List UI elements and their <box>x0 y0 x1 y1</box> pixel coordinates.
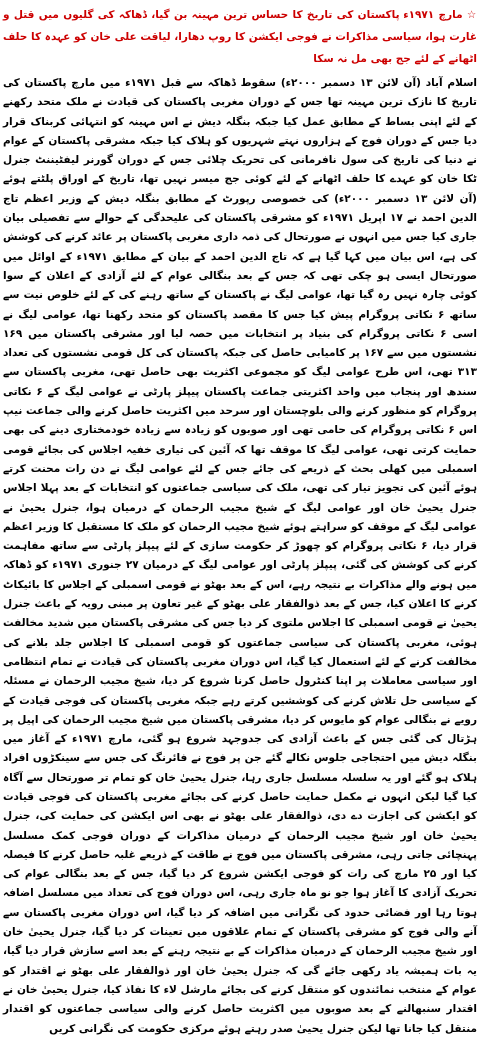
headline-text: مارچ ۱۹۷۱ء پاکستان کی تاریخ کا حساس ترین مہینہ بن گیا، ڈھاکہ کی گلیوں میں قتل و غارت ہوا، سیاسی مذاکرات نے فوجی ایکشن کا روپ دھارا، لیاقت علی خان کو عہدہ کا حلف اٹھانے کے لئے جج بھی مل نہ سکا <box>3 9 477 65</box>
article-body: اسلام آباد (آن لائن ۱۳ دسمبر ۲۰۰۰ء) سقوط ڈھاکہ سے قبل ۱۹۷۱ء میں مارچ پاکستان کی تاریخ کا نازک ترین مہینہ تھا جس کے دوران مغربی پاکستان کی قیادت نے ملک متحد رکھنے کے لئے اپنی بساط کے مطابق عمل کیا جبکہ بنگلہ دیش نے اس مہینہ کو انتہائی کربناک قرار دیا جس کے دوران فوج کے ہزاروں نہتے شہریوں کو ہلاک کیا جبکہ مشرقی پاکستان کے عوام نے دنیا کی تاریخ کی سول نافرمانی کی تحریک چلائی جس کے دوران گورنر لیفٹیننٹ جنرل ٹکا خان کو عہدے کا حلف اٹھانے کے لئے کوئی جج میسر نہیں تھا، تاریخ کے اوراق پلٹتے ہوئے (آن لائن ۱۳ دسمبر ۲۰۰۰ء) کی خصوصی رپورٹ کے مطابق بنگلہ دیش کے وزیر اعظم تاج الدین احمد نے ۱۷ اپریل ۱۹۷۱ء کو مشرقی پاکستان کی علیحدگی کے حوالے سے تفصیلی بیان جاری کیا جس میں انہوں نے صورتحال کی ذمہ داری مغربی پاکستان پر عائد کرنے کی کوشش کی ہے، اس بیان میں کہا گیا ہے کہ تاج الدین احمد کے بیان کے مطابق ۱۹۷۱ء کے اوائل میں صورتحال ایسی ہو چکی تھی کہ جس کے بعد بنگالی عوام کے لئے آزادی کے اعلان کے سوا کوئی چارہ نہیں رہ گیا تھا، عوامی لیگ نے پاکستان کے ساتھ رہنے کی کے لئے خلوص نیت سے ساتھ ۶ نکاتی پروگرام پیش کیا جس کا مقصد پاکستان کو متحد رکھنا تھا، عوامی لیگ نے اسی ۶ نکاتی پروگرام کی بنیاد پر انتخابات میں حصہ لیا اور مشرقی پاکستان میں ۱۶۹ نشستوں میں سے ۱۶۷ پر کامیابی حاصل کی جبکہ پاکستان کی کل قومی نشستوں کی تعداد ۳۱۳ تھی، اس طرح عوامی لیگ کو مجموعی اکثریت بھی حاصل تھی، مغربی پاکستان سے سندھ اور پنجاب میں واحد اکثریتی جماعت پاکستان پیپلز پارٹی نے عوامی لیگ کے ۶ نکاتی پروگرام کو منظور کرنے والی بلوچستان اور سرحد میں اکثریت حاصل کرنے والی جماعت نیپ اس ۶ نکاتی پروگرام کی حامی تھی اور صوبوں کو زیادہ سے زیادہ خودمختاری دینے کی بھی حمایت کرتی تھی، عوامی لیگ کا موقف تھا کہ آئین کی تیاری خفیہ اجلاس کی بجائے قومی اسمبلی میں کھلی بحث کے ذریعے کی جائے جس کے لئے عوامی لیگ نے دن رات محنت کرتے ہوئے آئین کی تجویز تیار کی تھی، ملک کی سیاسی جماعتوں کو انتخابات کے بعد پہلا اجلاس جنرل یحییٰ خان اور عوامی لیگ کے شیخ مجیب الرحمان کے درمیان ہوا، جنرل یحییٰ نے عوامی لیگ کے موقف کو سراہتے ہوئے شیخ مجیب الرحمان کو ملک کا مستقبل کا وزیر اعظم قرار دیا، ۶ نکاتی پروگرام کو چھوڑ کر حکومت سازی کے لئے پیپلز پارٹی سے ساتھ مفاہمت کرنے کی کوشش کی گئی، پیپلز پارٹی اور عوامی لیگ کے درمیان ۲۷ جنوری ۱۹۷۱ء کو ڈھاکہ میں ہونے والے مذاکرات بے نتیجہ رہے، اس کے بعد بھٹو نے قومی اسمبلی کے اجلاس کا بائیکاٹ کرنے کا اعلان کیا، جس کے بعد ذوالفقار علی بھٹو کے غیر تعاون پر مبنی رویہ کے باعث جنرل یحییٰ نے قومی اسمبلی کا اجلاس ملتوی کر دیا جس کی مشرقی پاکستان میں شدید مخالفت ہوئی، مغربی پاکستان کی سیاسی جماعتوں کو قومی اسمبلی کا اجلاس جلد بلانے کی مخالفت کرنے کے لئے استعمال کیا گیا، اس دوران مغربی پاکستان کی قیادت نے تمام انتظامی اور سیاسی معاملات پر اپنا کنٹرول حاصل کرنا شروع کر دیا، شیخ مجیب الرحمان نے مسئلہ کے سیاسی حل تلاش کرنے کی کوششیں کرتے رہے جبکہ مغربی پاکستان کی فوجی قیادت کے رویے نے بنگالی عوام کو مایوس کر دیا، مشرقی پاکستان میں شیخ مجیب الرحمان کی اپیل پر ہڑتال کی گئی جس کے باعث آزادی کی جدوجہد شروع ہو گئی، مارچ ۱۹۷۱ء کے آغاز میں بنگلہ دیش میں احتجاجی جلوس نکالے گئے جن پر فوج نے فائرنگ کی جس سے سینکڑوں افراد ہلاک ہو گئے اور یہ سلسلہ مسلسل جاری رہا، جنرل یحییٰ خان کو تمام تر صورتحال سے آگاہ کیا گیا لیکن انہوں نے مکمل حمایت حاصل کرنے کی بجائے مغربی پاکستان کی فوجی قیادت کو ایکشن کی اجازت دے دی، ذوالفقار علی بھٹو نے بھی اس ایکشن کی حمایت کی، جنرل یحییٰ خان اور شیخ مجیب الرحمان کے درمیان مذاکرات کے دوران فوجی کمک مسلسل پہنچائی جاتی رہی، مشرقی پاکستان میں فوج نے طاقت کے ذریعے غلبہ حاصل کرنے کا فیصلہ کیا اور ۲۵ مارچ کی رات کو فوجی ایکشن شروع کر دیا گیا، جس کے بعد بنگالی عوام کی تحریک آزادی کا آغاز ہوا جو نو ماہ جاری رہی، اس دوران فوج کی تعداد میں مسلسل اضافہ ہوتا رہا اور فضائی حدود کی نگرانی میں اضافہ کر دیا گیا، اس دوران مغربی پاکستان سے آنے والی فوج کو مشرقی پاکستان کے تمام علاقوں میں تعینات کر دیا گیا، جنرل یحییٰ خان اور شیخ مجیب الرحمان کے درمیان مذاکرات کے بے نتیجہ رہنے کے بعد اسے سازش قرار دیا گیا، یہ بات ہمیشہ یاد رکھی جائے گی کہ جنرل یحییٰ خان اور ذوالفقار علی بھٹو نے اقتدار کو عوام کے منتخب نمائندوں کو منتقل کرنے کی بجائے مارشل لاء کا نفاذ کیا، جنرل یحییٰ خان نے اقتدار سنبھالنے کے بعد صوبوں میں اکثریت حاصل کرنے والی سیاسی جماعتوں کو اقتدار منتقل کیا جانا تھا لیکن جنرل یحییٰ صدر رہتے ہوئے مرکزی حکومت کی نگرانی کریں <box>3 77 478 1035</box>
star-icon: ☆ <box>466 9 477 21</box>
article-headline <box>3 4 477 70</box>
